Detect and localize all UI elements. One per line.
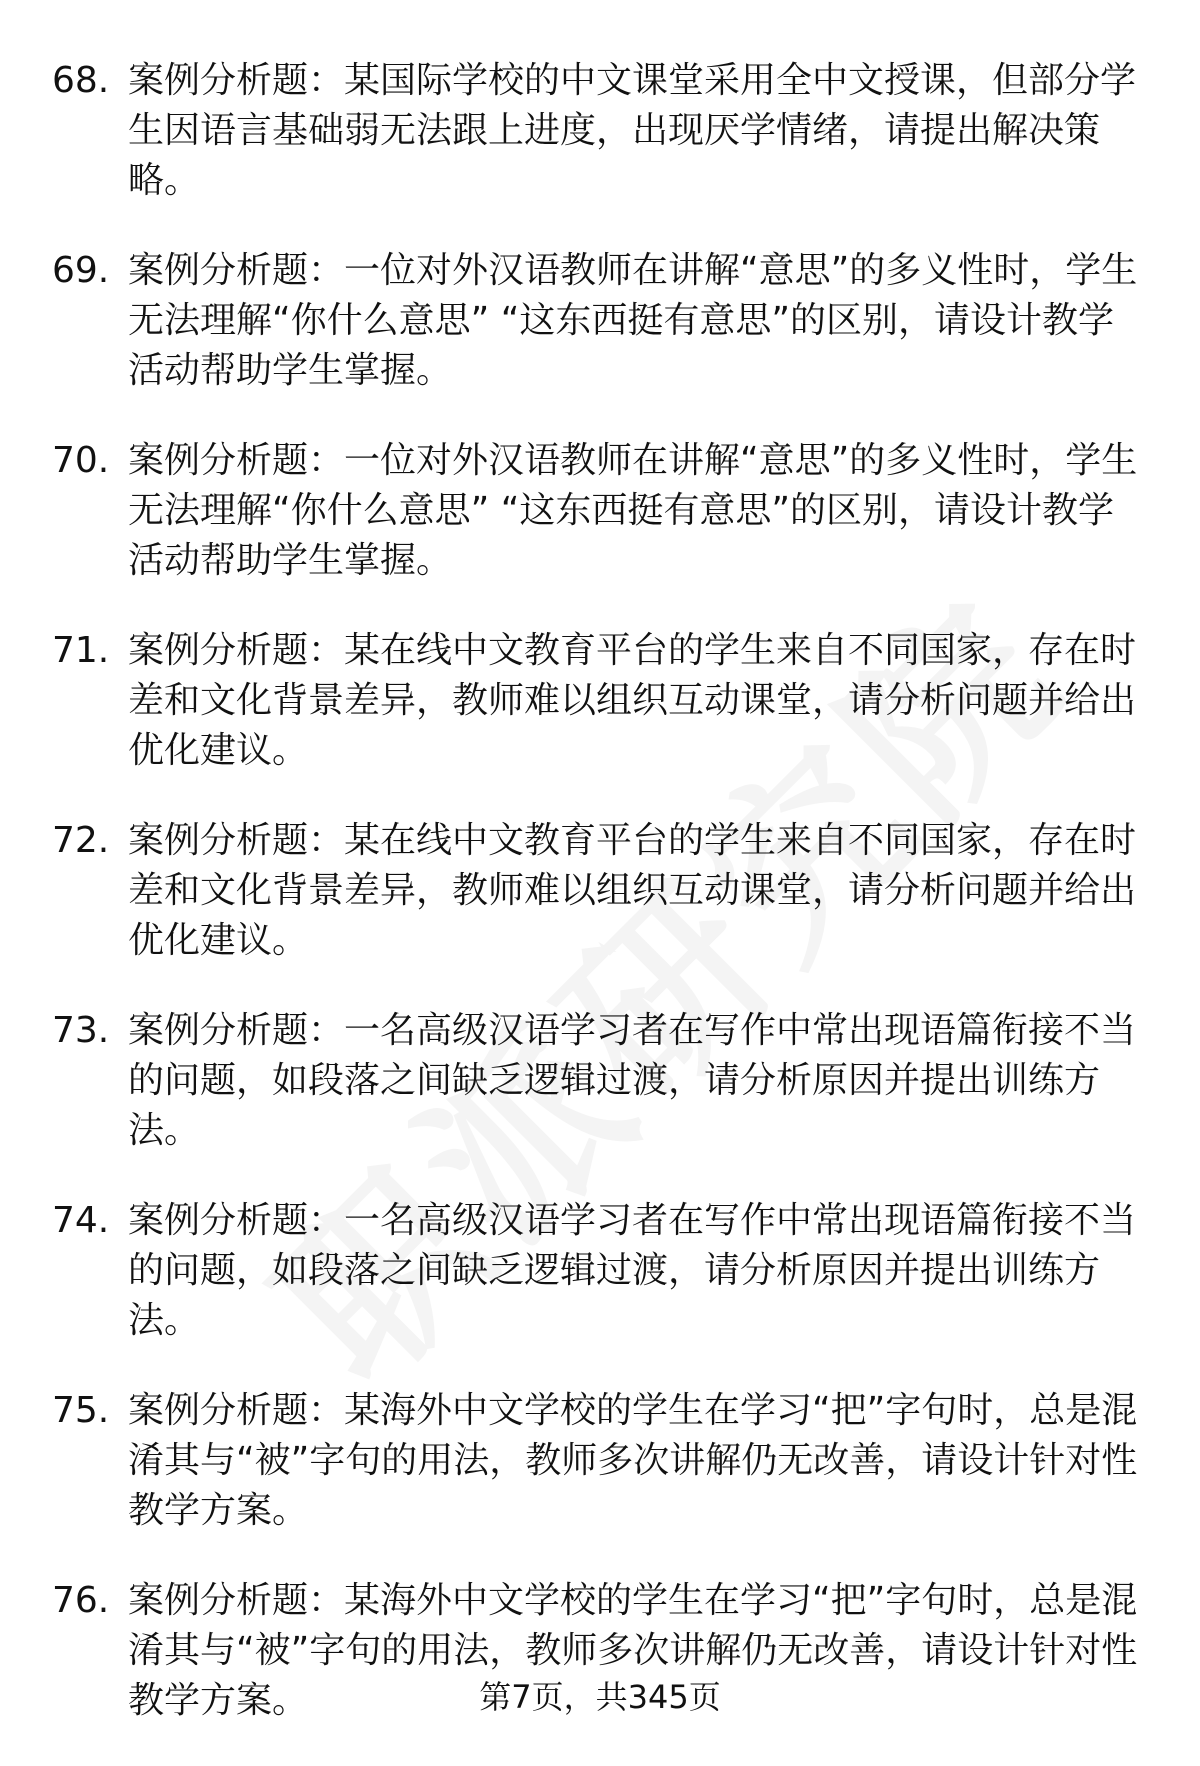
question-text: 案例分析题：一位对外汉语教师在讲解“意思”的多义性时，学生无法理解“你什么意思” “这东西挺有意思”的区别，请设计教学活动帮助学生掌握。 [128,250,1138,391]
question-number: 72. [52,820,110,861]
question-number: 76. [52,1580,110,1621]
question-item [52,56,1142,206]
page-number-footer: 第7页，共345页 [479,1678,721,1716]
question-text: 案例分析题：某在线中文教育平台的学生来自不同国家，存在时差和文化背景差异，教师难以组织互动课堂，请分析问题并给出优化建议。 [128,820,1137,961]
question-number: 75. [52,1390,110,1431]
question-text: 案例分析题：一名高级汉语学习者在写作中常出现语篇衔接不当的问题，如段落之间缺乏逻辑过渡，请分析原因并提出训练方法。 [128,1200,1137,1341]
question-text: 案例分析题：某海外中文学校的学生在学习“把”字句时，总是混淆其与“被”字句的用法，教师多次讲解仍无改善，请设计针对性教学方案。 [128,1390,1138,1531]
question-item [52,1386,1142,1536]
question-text: 案例分析题：一位对外汉语教师在讲解“意思”的多义性时，学生无法理解“你什么意思” “这东西挺有意思”的区别，请设计教学活动帮助学生掌握。 [128,440,1138,581]
question-item [52,626,1142,776]
question-number: 73. [52,1010,110,1051]
question-number: 74. [52,1200,110,1241]
question-item [52,816,1142,966]
question-item [52,436,1142,586]
question-text: 案例分析题：某海外中文学校的学生在学习“把”字句时，总是混淆其与“被”字句的用法，教师多次讲解仍无改善，请设计针对性教学方案。 [128,1580,1138,1721]
question-item [52,1196,1142,1346]
question-item [52,1006,1142,1156]
question-text: 案例分析题：某国际学校的中文课堂采用全中文授课，但部分学生因语言基础弱无法跟上进度，出现厌学情绪，请提出解决策略。 [128,60,1137,201]
question-item [52,246,1142,396]
question-list [52,56,1142,1766]
question-number: 70. [52,440,110,481]
question-text: 案例分析题：一名高级汉语学习者在写作中常出现语篇衔接不当的问题，如段落之间缺乏逻辑过渡，请分析原因并提出训练方法。 [128,1010,1137,1151]
question-text: 案例分析题：某在线中文教育平台的学生来自不同国家，存在时差和文化背景差异，教师难以组织互动课堂，请分析问题并给出优化建议。 [128,630,1137,771]
question-number: 71. [52,630,110,671]
question-number: 68. [52,60,110,101]
question-number: 69. [52,250,110,291]
